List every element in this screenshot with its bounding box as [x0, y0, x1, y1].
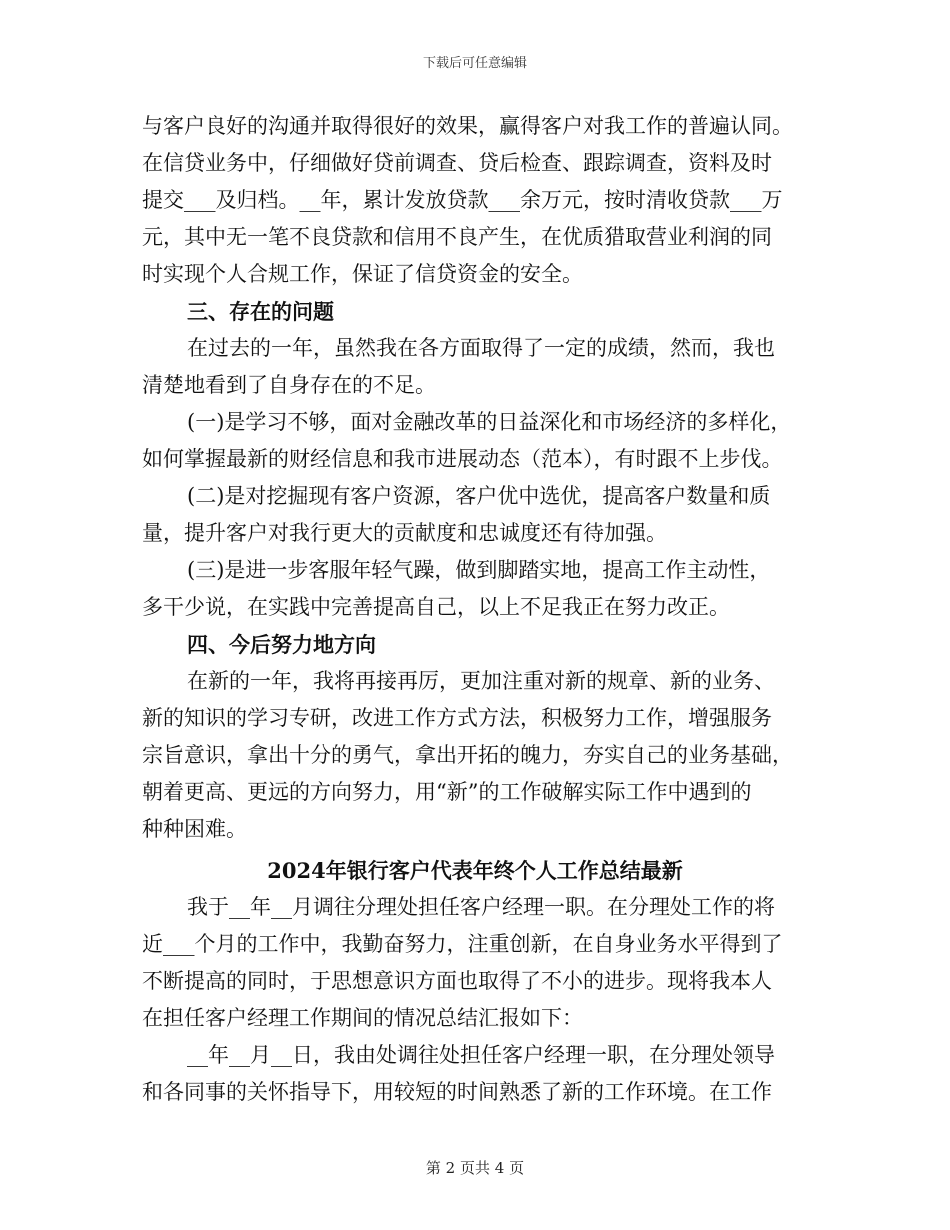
section-heading: 三、存在的问题	[187, 299, 334, 324]
text-line: 宗旨意识，拿出十分的勇气，拿出开拓的魄力，夯实自己的业务基础，	[142, 743, 793, 767]
text-line: 清楚地看到了自身存在的不足。	[142, 373, 436, 397]
text-line: 近___个月的工作中，我勤奋努力，注重创新，在自身业务水平得到了	[142, 932, 783, 956]
text-line: (一)是学习不够，面对金融改革的日益深化和市场经济的多样化，	[187, 410, 792, 434]
text-line: 量，提升客户对我行更大的贡献度和忠诚度还有待加强。	[142, 521, 667, 545]
text-line: 种种困难。	[142, 817, 247, 841]
text-line: 如何掌握最新的财经信息和我市进展动态（范本），有时跟不上步伐。	[142, 447, 783, 471]
text-line: 元，其中无一笔不良贷款和信用不良产生，在优质猎取营业利润的同	[142, 225, 772, 249]
text-line: 在过去的一年，虽然我在各方面取得了一定的成绩，然而，我也	[187, 336, 775, 360]
text-line: 提交___及归档。__年，累计发放贷款___余万元，按时清收贷款___万	[142, 188, 783, 212]
section-heading: 四、今后努力地方向	[187, 632, 376, 657]
text-line: 在担任客户经理工作期间的情况总结汇报如下：	[142, 1006, 583, 1030]
text-line: 我于__年__月调往分理处担任客户经理一职。在分理处工作的将	[187, 895, 775, 919]
text-line: 不断提高的同时，于思想意识方面也取得了不小的进步。现将我本人	[142, 969, 772, 993]
text-line: 和各同事的关怀指导下，用较短的时间熟悉了新的工作环境。在工作	[142, 1080, 772, 1104]
text-line: 与客户良好的沟通并取得很好的效果，赢得客户对我工作的普遍认同。	[142, 114, 793, 138]
text-line: __年__月__日，我由处调往处担任客户经理一职，在分理处领导	[187, 1043, 775, 1067]
text-line: (三)是进一步客服年轻气躁，做到脚踏实地，提高工作主动性，	[187, 558, 771, 582]
text-line: (二)是对挖掘现有客户资源，客户优中选优，提高客户数量和质	[187, 484, 771, 508]
text-line: 在新的一年，我将再接再厉，更加注重对新的规章、新的业务、	[187, 669, 775, 693]
document-body	[142, 108, 808, 1111]
text-line: 多干少说，在实践中完善提高自己，以上不足我正在努力改正。	[142, 595, 730, 619]
document-title: 2024年银行客户代表年终个人工作总结最新	[267, 858, 683, 883]
page-header: 下载后可任意编辑	[422, 56, 527, 71]
text-line: 在信贷业务中，仔细做好贷前调查、贷后检查、跟踪调查，资料及时	[142, 151, 772, 175]
page-footer: 第 2 页共 4 页	[425, 1159, 525, 1177]
text-line: 朝着更高、更远的方向努力，用“新”的工作破解实际工作中遇到的	[142, 780, 752, 804]
text-line: 新的知识的学习专研，改进工作方式方法，积极努力工作，增强服务	[142, 706, 772, 730]
text-line: 时实现个人合规工作，保证了信贷资金的安全。	[142, 262, 583, 286]
